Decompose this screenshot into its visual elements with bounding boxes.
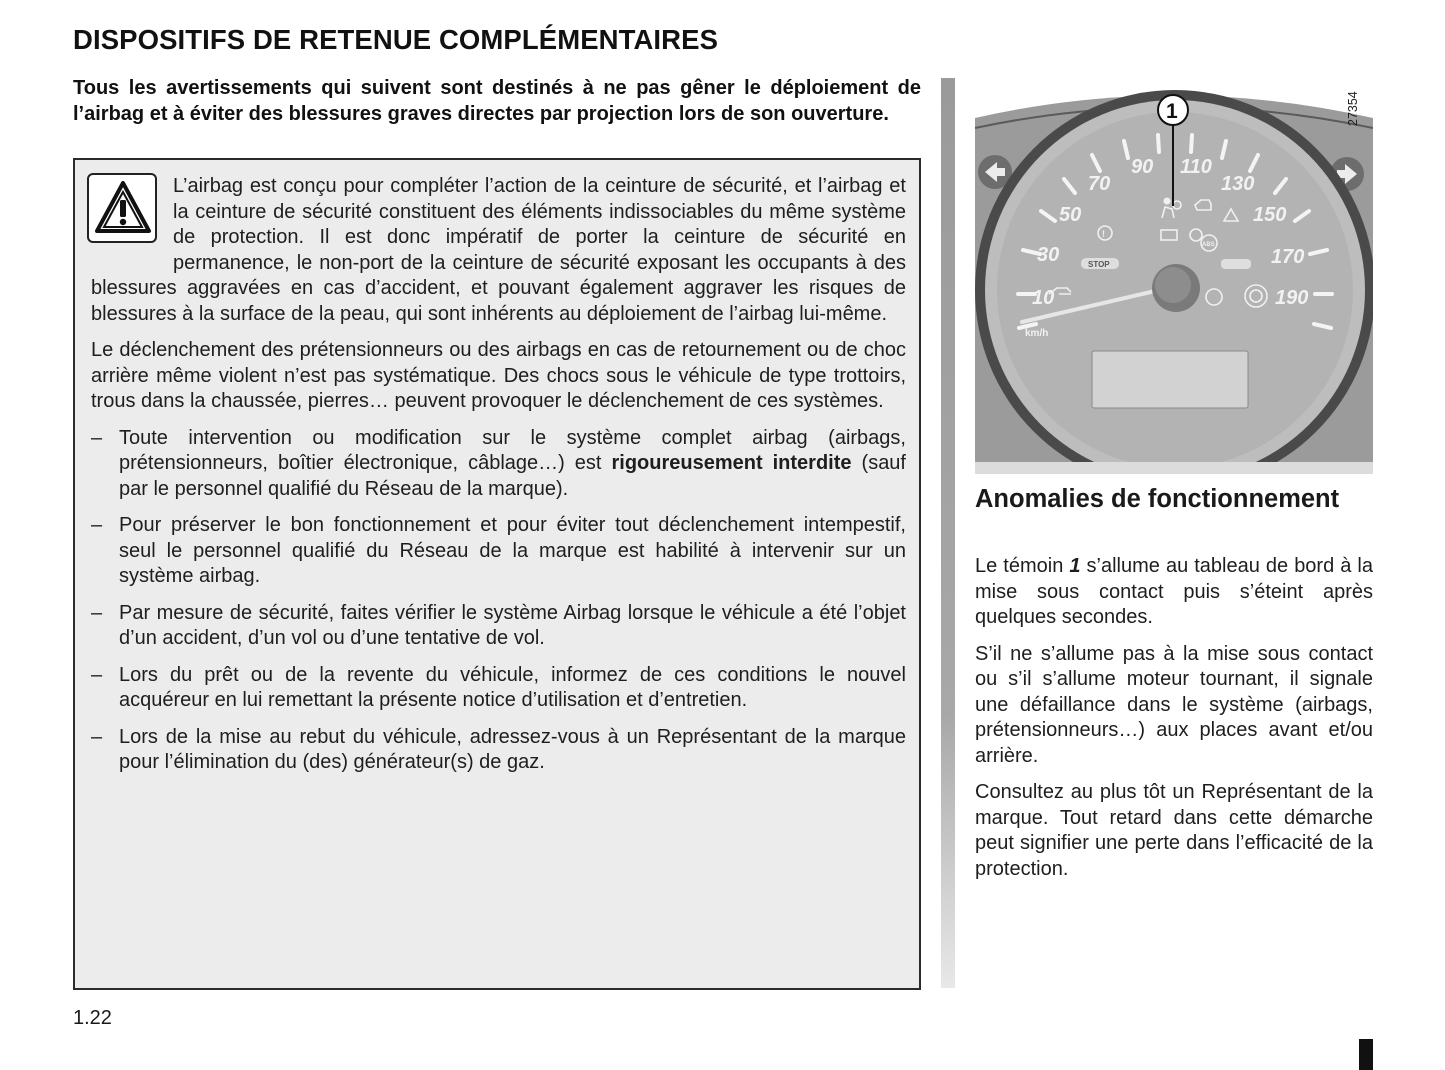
warning-bullet <box>91 513 906 590</box>
section-heading: Anomalies de fonctionnement <box>975 485 1340 513</box>
stop-label: STOP <box>1088 260 1110 269</box>
bullet-text: Lors de la mise au rebut du véhicule, adressez-vous à un Représentant de la marque pour l’élimination du (des) générateur(s) de gaz. <box>119 725 906 773</box>
bullet-text: Pour préserver le bon fonctionnement et pour éviter tout déclenchement intempestif, seul le personnel qualifié du Réseau de la marque est habilité à intervenir sur un système airbag. <box>119 514 906 587</box>
service-indicator <box>1221 259 1251 269</box>
speed-label: 10 <box>1032 287 1055 309</box>
bullet-dash: – <box>91 725 103 748</box>
bullet-text: Par mesure de sécurité, faites vérifier le système Airbag lorsque le véhicule a été l’objet d’un accident, d’un vol ou d’une tentative de vol. <box>119 601 906 649</box>
speed-label: 130 <box>1221 173 1255 195</box>
callout-number: 1 <box>1166 100 1178 123</box>
chapter-edge-tab <box>1359 1039 1373 1070</box>
right-paragraph: Le témoin 1 s’allume au tableau de bord à la mise sous contact puis s’éteint après quelques secondes. <box>975 555 1373 628</box>
speed-label: 70 <box>1088 173 1111 195</box>
warning-bullet <box>91 725 906 776</box>
speed-label: 30 <box>1037 244 1060 266</box>
intro-warning-text: Tous les avertissements qui suivent sont destinés à ne pas gêner le déploiement de l’airbag et à éviter des blessures graves directes par projection lors de son ouverture. <box>73 77 921 125</box>
figure-reference-code: 27354 <box>1346 91 1360 126</box>
page-number: 1.22 <box>73 1007 112 1029</box>
column-gutter-bar <box>941 78 955 988</box>
page-title: DISPOSITIFS DE RETENUE COMPLÉMENTAIRES <box>73 24 719 55</box>
speed-label: 150 <box>1253 204 1287 226</box>
lcd-display <box>1092 351 1248 408</box>
speed-label: 50 <box>1059 204 1082 226</box>
warning-bullet <box>91 426 906 503</box>
speed-label: 190 <box>1275 287 1309 309</box>
warning-bullet <box>91 601 906 652</box>
bullet-text: Lors du prêt ou de la revente du véhicule, informez de ces conditions le nouvel acquéreur en lui remettant la présente notice d’utilisation et d’entretien. <box>119 663 906 711</box>
right-column-text <box>975 554 1373 893</box>
warning-paragraph: L’airbag est conçu pour compléter l’action de la ceinture de sécurité, et l’airbag et la ceinture de sécurité constituent des éléments indissociables du même système de protection. Il est donc impératif de porter la ceinture de sécurité en permanence, le non-port de la ceinture de sécurité exposant les occupants à des blessures aggravées en cas d’accident, et pouvant également aggraver les risques de blessures à la surface de la peau, qui sont inhérents au déploiement de l’airbag lui-même. <box>91 175 906 325</box>
abs-label: ABS <box>1202 242 1215 248</box>
right-paragraph: S’il ne s’allume pas à la mise sous contact ou s’il s’allume moteur tournant, il signale une défaillance dans le système (airbags, prétensionneurs…) aux places avant et/ou arrière. <box>975 642 1373 767</box>
svg-text:!: ! <box>1102 229 1105 239</box>
bullet-dash: – <box>91 514 103 536</box>
speedometer-illustration <box>975 78 1373 474</box>
bullet-bold-text: rigoureusement interdite <box>611 452 852 474</box>
bullet-text: (sauf par le personnel qualifié du Réseau de la marque). <box>119 452 906 500</box>
warning-box <box>73 158 921 990</box>
unit-label: km/h <box>1025 328 1049 339</box>
warning-paragraph: Le déclenchement des prétensionneurs ou des airbags en cas de retournement ou de choc arrière même violent n’est pas systématique. Des chocs sous le véhicule de type trottoirs, trous dans la chaussée, pierres… peuvent provoquer le déclenchement de ces systèmes. <box>91 339 906 412</box>
warning-bullet <box>91 663 906 714</box>
bullet-text: Toute intervention ou modification sur le système complet airbag (airbags, prétensionneurs, boîtier électronique, câblage…) est <box>119 426 906 474</box>
bullet-dash: – <box>91 663 103 686</box>
bullet-dash: – <box>91 426 103 449</box>
speed-label: 90 <box>1131 156 1154 178</box>
bullet-dash: – <box>91 601 103 624</box>
speed-label: 170 <box>1271 246 1305 268</box>
speed-label: 110 <box>1180 156 1212 178</box>
right-paragraph: Consultez au plus tôt un Représentant de la marque. Tout retard dans cette démarche peut signifier une perte dans l’efficacité de la protection. <box>975 781 1373 880</box>
dashboard-figure <box>975 78 1373 474</box>
lamp-reference: 1 <box>1069 555 1081 577</box>
